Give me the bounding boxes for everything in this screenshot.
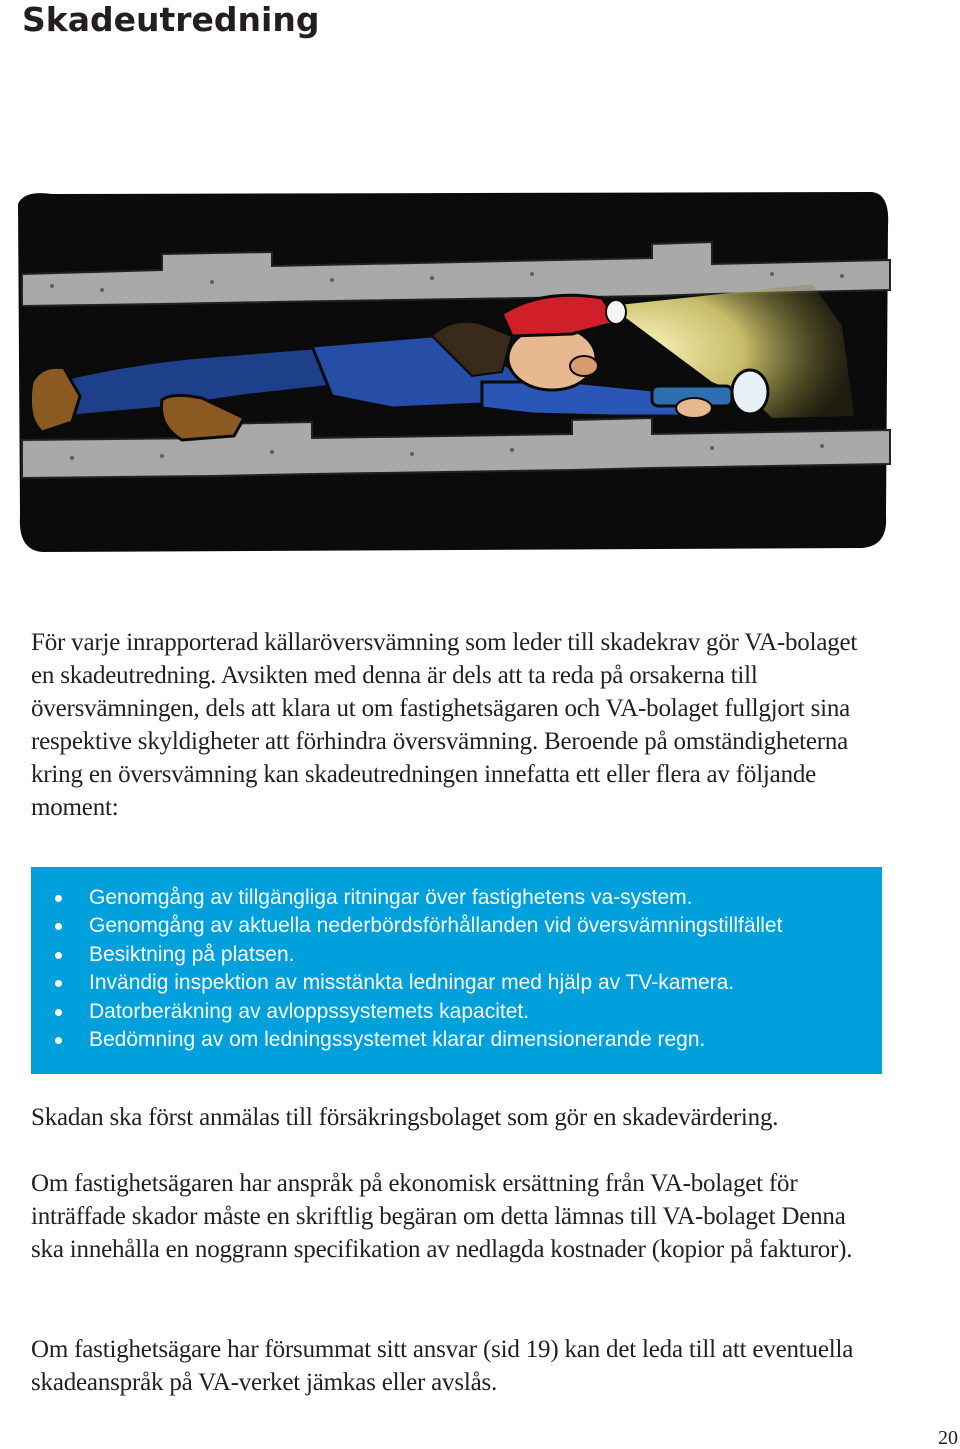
list-item: [31, 941, 882, 969]
headlamp: [606, 300, 626, 324]
bullet-icon: [55, 980, 62, 987]
responsibility-paragraph: Om fastighetsägare har försummat sitt ansvar (sid 19) kan det leda till att eventuella skadeanspråk på VA-verket jämkas eller avslås.: [31, 1336, 854, 1396]
list-item-text: Datorberäkning av avloppssystemets kapacitet.: [89, 999, 530, 1023]
bullet-icon: [55, 1037, 62, 1044]
inspection-steps-list: [31, 884, 882, 1054]
intro-paragraph: För varje inrapporterad källaröversvämning som leder till skadekrav gör VA-bolaget en skadeutredning. Avsikten med denna är dels att ta reda på orsakerna till översvämningen, dels att klara ut om fastighetsägaren och VA-bolaget fullgjort sina respektive skyldigheter att förhindra översvämning. Beroende på omständigheterna kring en översvämning kan skadeutredningen innefatta ett eller flera av följande moment:: [31, 629, 858, 821]
inspection-steps-box: [31, 867, 882, 1074]
list-item-text: Invändig inspektion av misstänkta ledningar med hjälp av TV-kamera.: [89, 971, 735, 995]
list-item: [31, 969, 882, 997]
pipe-inspector-drawing: [12, 186, 892, 558]
bullet-icon: [55, 952, 62, 959]
list-item-text: Bedömning av om ledningssystemet klarar dimensionerande regn.: [89, 1027, 706, 1051]
list-item-text: Besiktning på platsen.: [89, 942, 295, 966]
insurance-paragraph: Skadan ska först anmälas till försäkringsbolaget som gör en skadevärdering.: [31, 1104, 779, 1131]
worker-nose: [570, 356, 598, 376]
page-title: Skadeutredning: [22, 0, 320, 39]
list-item: [31, 998, 882, 1026]
bullet-icon: [55, 895, 62, 902]
compensation-paragraph: Om fastighetsägaren har anspråk på ekonomisk ersättning från VA-bolaget för inträffade skador måste en skriftlig begäran om detta lämnas till VA-bolaget Denna ska innehålla en noggrann specifikation av nedlagda kostnader (kopior på fakturor).: [31, 1170, 853, 1263]
list-item: [31, 912, 882, 940]
list-item: [31, 1026, 882, 1054]
pipe-inspector-illustration: [12, 186, 892, 558]
list-item-text: Genomgång av aktuella nederbördsförhållanden vid översvämningstillfället: [89, 914, 783, 938]
bullet-icon: [55, 923, 62, 930]
list-item: [31, 884, 882, 912]
worker-hand: [676, 398, 712, 418]
page-number: 20: [938, 1427, 958, 1449]
flashlight-lens: [732, 370, 768, 414]
bullet-icon: [55, 1009, 62, 1016]
list-item-text: Genomgång av tillgängliga ritningar över fastighetens va-system.: [89, 886, 693, 909]
